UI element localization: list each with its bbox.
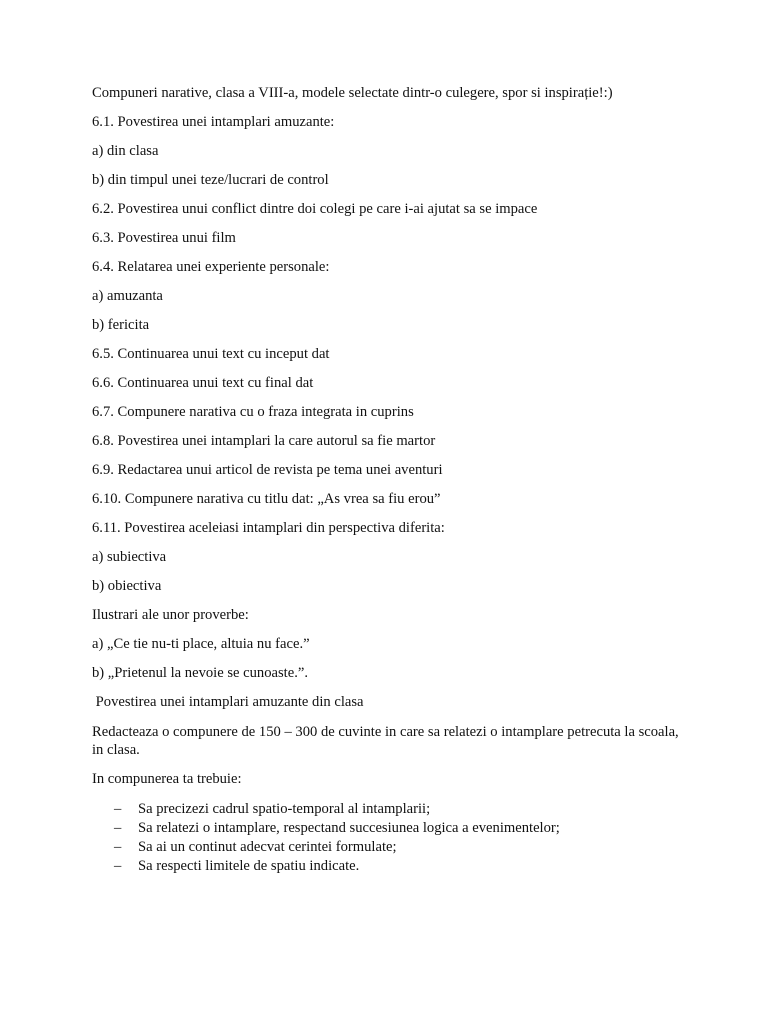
list-item <box>92 838 682 857</box>
list-item: b) din timpul unei teze/lucrari de control <box>92 172 329 188</box>
bullet-text: Sa relatezi o intamplare, respectand succesiunea logica a evenimentelor; <box>138 820 560 836</box>
section-heading: 6.3. Povestirea unui film <box>92 230 236 246</box>
list-item: b) fericita <box>92 317 150 333</box>
bullet-text: Sa ai un continut adecvat cerintei formulate; <box>138 839 397 855</box>
list-item: a) amuzanta <box>92 288 163 304</box>
section-heading: 6.6. Continuarea unui text cu final dat <box>92 375 314 391</box>
section-heading: Povestirea unei intamplari amuzante din clasa <box>92 694 364 710</box>
section-heading: 6.2. Povestirea unui conflict dintre doi colegi pe care i-ai ajutat sa se impace <box>92 201 538 217</box>
bullet-dash: – <box>114 820 122 836</box>
list-item: b) obiectiva <box>92 578 162 594</box>
list-item <box>92 800 682 819</box>
bullet-text: Sa respecti limitele de spatiu indicate. <box>138 858 360 874</box>
list-item: a) subiectiva <box>92 549 167 565</box>
task-instructions: Redacteaza o compunere de 150 – 300 de cuvinte in care sa relatezi o intamplare petrecuta la scoala, in clasa. <box>92 724 683 758</box>
requirements-list <box>92 800 682 876</box>
list-item: a) din clasa <box>92 143 159 159</box>
section-heading: 6.5. Continuarea unui text cu inceput dat <box>92 346 330 362</box>
section-heading: 6.10. Compunere narativa cu titlu dat: „As vrea sa fiu erou” <box>92 491 441 507</box>
section-heading: 6.9. Redactarea unui articol de revista pe tema unei aventuri <box>92 462 443 478</box>
section-heading: 6.4. Relatarea unei experiente personale: <box>92 259 330 275</box>
list-item <box>92 857 682 876</box>
section-heading: Ilustrari ale unor proverbe: <box>92 607 249 623</box>
section-heading: 6.1. Povestirea unei intamplari amuzante: <box>92 114 335 130</box>
requirements-heading: In compunerea ta trebuie: <box>92 771 242 787</box>
document-body <box>92 85 682 876</box>
bullet-dash: – <box>114 839 122 855</box>
section-heading: 6.8. Povestirea unei intamplari la care autorul sa fie martor <box>92 433 436 449</box>
bullet-dash: – <box>114 858 122 874</box>
list-item: a) „Ce tie nu-ti place, altuia nu face.” <box>92 636 310 652</box>
bullet-dash: – <box>114 801 122 817</box>
document-intro: Compuneri narative, clasa a VIII-a, modele selectate dintr-o culegere, spor si inspirație!:) <box>92 85 613 101</box>
section-heading: 6.7. Compunere narativa cu o fraza integrata in cuprins <box>92 404 414 420</box>
bullet-text: Sa precizezi cadrul spatio-temporal al intamplarii; <box>138 801 431 817</box>
list-item: b) „Prietenul la nevoie se cunoaste.”. <box>92 665 308 681</box>
section-heading: 6.11. Povestirea aceleiasi intamplari din perspectiva diferita: <box>92 520 445 536</box>
list-item <box>92 819 682 838</box>
